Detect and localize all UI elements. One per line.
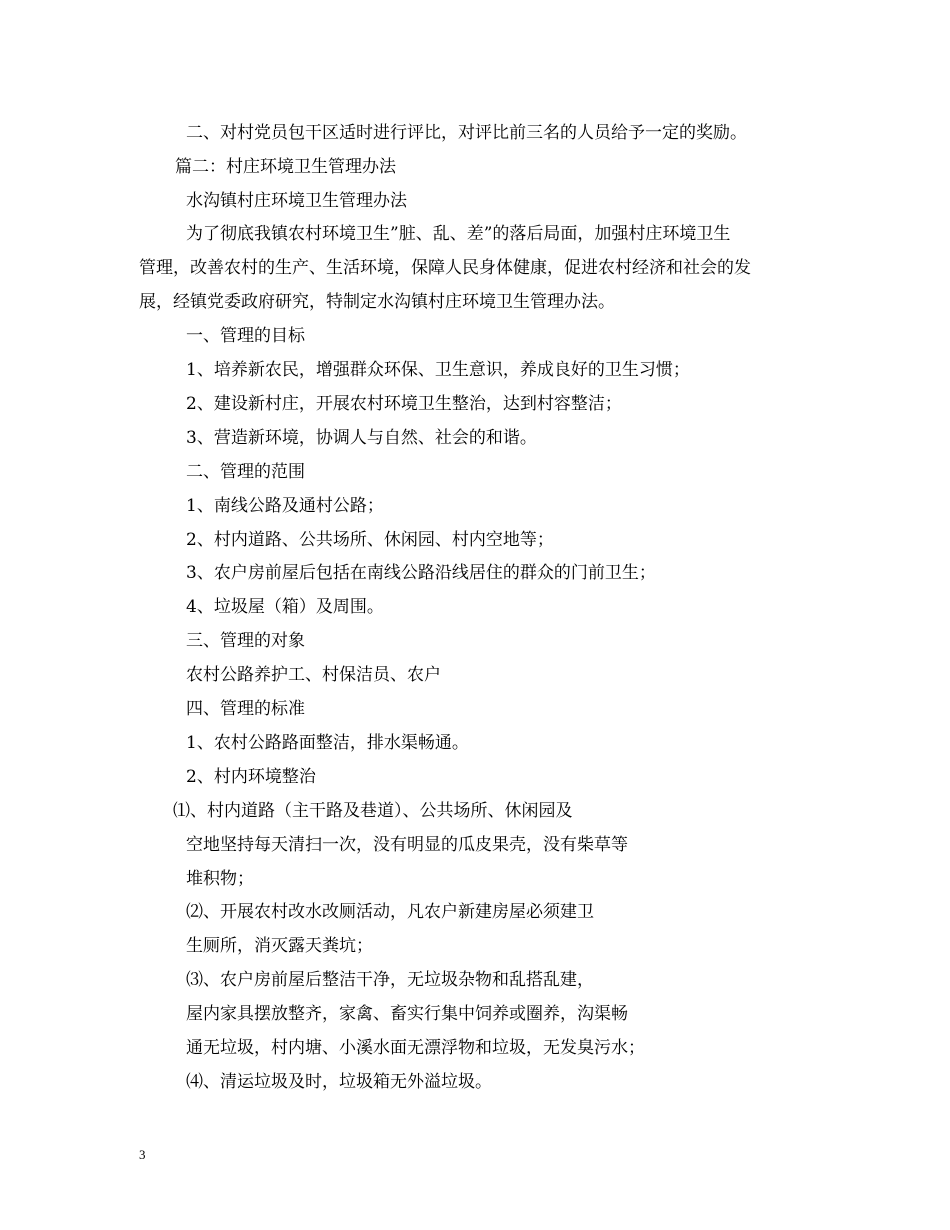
sub-item-line: 空地坚持每天清扫一次，没有明显的瓜皮果壳，没有柴草等 (186, 835, 628, 855)
list-item: 3、营造新环境，协调人与自然、社会的和谐。 (186, 428, 537, 448)
paragraph-line: 为了彻底我镇农村环境卫生”脏、乱、差”的落后局面，加强村庄环境卫生 (186, 224, 731, 244)
heading-line: 四、管理的标准 (186, 699, 305, 719)
list-item: 2、建设新村庄，开展农村环境卫生整治，达到村容整洁； (186, 394, 622, 414)
heading-line: 一、管理的目标 (186, 326, 305, 346)
list-item: 1、培养新农民，增强群众环保、卫生意识，养成良好的卫生习惯； (186, 360, 690, 380)
sub-item-line: 通无垃圾，村内塘、小溪水面无漂浮物和垃圾，无发臭污水； (186, 1038, 645, 1058)
heading-line: 二、管理的范围 (186, 462, 305, 482)
document-title: 水沟镇村庄环境卫生管理办法 (186, 191, 407, 211)
paragraph-line: 展，经镇党委政府研究，特制定水沟镇村庄环境卫生管理办法。 (139, 292, 615, 312)
sub-item-line: ⑶、农户房前屋后整洁干净，无垃圾杂物和乱搭乱建， (186, 970, 594, 990)
section-title: 篇二：村庄环境卫生管理办法 (175, 157, 396, 177)
list-item: 2、村内环境整治 (186, 767, 316, 787)
list-item: 3、农户房前屋后包括在南线公路沿线居住的群众的门前卫生； (186, 563, 656, 583)
sub-item-line: ⑵、开展农村改水改厕活动，凡农户新建房屋必须建卫 (186, 902, 594, 922)
paragraph-line: 农村公路养护工、村保洁员、农户 (186, 665, 441, 685)
sub-item-line: ⑴、村内道路（主干路及巷道）、公共场所、休闲园及 (173, 801, 573, 821)
sub-item-line: ⑷、清运垃圾及时，垃圾箱无外溢垃圾。 (186, 1072, 492, 1092)
list-item: 1、南线公路及通村公路； (186, 496, 384, 516)
paragraph-line: 二、对村党员包干区适时进行评比，对评比前三名的人员给予一定的奖励。 (186, 123, 747, 143)
list-item: 2、村内道路、公共场所、休闲园、村内空地等； (186, 530, 554, 550)
sub-item-line: 屋内家具摆放整齐，家禽、畜实行集中饲养或圈养，沟渠畅 (186, 1004, 628, 1024)
sub-item-line: 堆积物； (186, 869, 254, 889)
sub-item-line: 生厕所，消灭露天粪坑； (186, 936, 373, 956)
page-number: 3 (139, 1147, 146, 1162)
list-item: 4、垃圾屋（箱）及周围。 (186, 597, 384, 617)
list-item: 1、农村公路路面整洁，排水渠畅通。 (186, 733, 469, 753)
heading-line: 三、管理的对象 (186, 631, 305, 651)
paragraph-line: 管理，改善农村的生产、生活环境，保障人民身体健康，促进农村经济和社会的发 (139, 258, 751, 278)
